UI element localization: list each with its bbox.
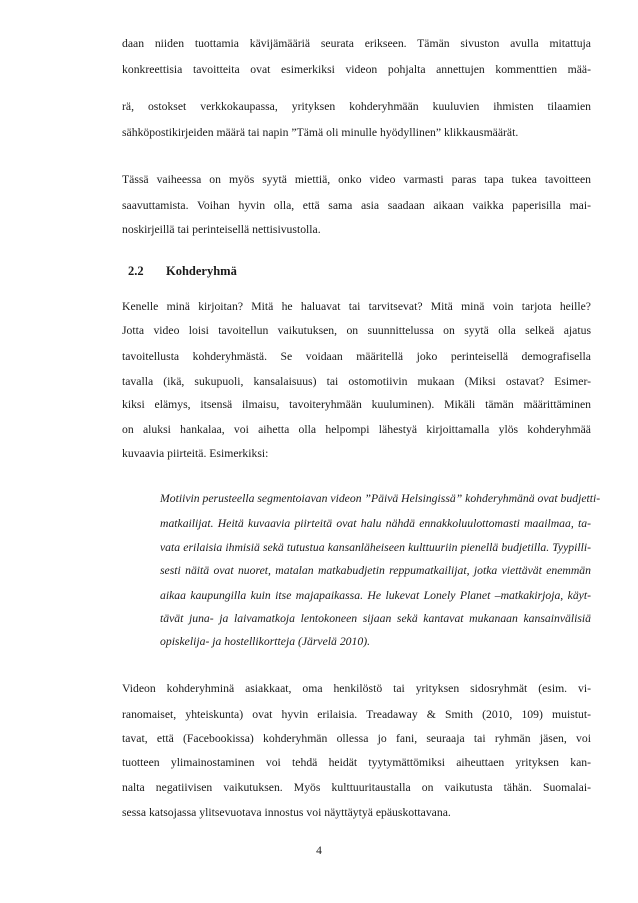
text-line: kuvaavia piirteitä. Esimerkiksi: [122, 447, 269, 460]
text-line: konkreettisia tavoitteita ovat esimerkiksi videon pohjalta annettujen kommenttien mää- [122, 63, 591, 76]
text-line: tavat, että (Facebookissa) kohderyhmän ollessa jo fani, seuraaja tai ryhmän jäsen, voi [122, 732, 591, 745]
text-line: tuotteen ylimainostaminen voi tehdä heidät tyytymättömiksi aiheuttaen yrityksen kan- [122, 756, 591, 769]
text-line: tavoitellusta kohderyhmästä. Se voidaan määritellä joko perinteisellä demografisella [122, 350, 591, 363]
section-title: Kohderyhmä [166, 264, 237, 278]
quote-line: opiskelija- ja hostellikortteja (Järvelä 2010). [160, 635, 371, 648]
quote-line: Motiivin perusteella segmentoiavan videon ”Päivä Helsingissä” kohderyhmänä ovat budjetti- [160, 492, 601, 505]
quote-line: aikaa kaupungilla kuin itse majapaikassa. He lukevat Lonely Planet –matkakirjoja, käyt- [160, 589, 591, 602]
text-line: rä, ostokset verkkokaupassa, yrityksen kohderyhmään kuuluvien ihmisten tilaamien [122, 100, 591, 113]
text-line: Kenelle minä kirjoitan? Mitä he haluavat tai tarvitsevat? Mitä minä voin tarjota heille? [122, 300, 591, 313]
text-line: Tässä vaiheessa on myös syytä miettiä, onko video varmasti paras tapa tukea tavoitteen [122, 173, 591, 186]
text-line: sessa katsojassa ylitsevuotava innostus voi näyttäytyä epäuskottavana. [122, 806, 451, 819]
text-line: Videon kohderyhminä asiakkaat, oma henkilöstö tai yrityksen sidosryhmät (esim. vi- [122, 682, 591, 695]
text-line: nalta negatiivisen vaikutuksen. Myös kulttuuritaustalla on vaikutusta tähän. Suomalai- [122, 781, 591, 794]
text-line: on aluksi hankalaa, voi aihetta olla helpompi lähestyä kirjoittamalla ylös kohderyhmää [122, 423, 591, 436]
text-line: kiksi elämys, itsensä ilmaisu, tavoiteryhmään kuuluminen). Mikäli tämän määrittäminen [122, 398, 591, 411]
text-line: tavalla (ikä, sukupuoli, kansalaisuus) tai ostomotiivin mukaan (Miksi ostavat? Esimer- [122, 375, 591, 388]
quote-line: vata erilaisia ihmisiä sekä tutustua kansanläheiseen kulttuuriin pienellä budjetilla. Tyypilli- [160, 541, 591, 554]
quote-line: matkailijat. Heitä kuvaavia piirteitä ovat halu nähdä ennakkoluulottomasti maailmaa, ta- [160, 517, 591, 530]
text-line: sähköpostikirjeiden määrä tai napin ”Tämä oli minulle hyödyllinen” klikkausmäärät. [122, 126, 519, 139]
quote-line: sesti näitä ovat nuoret, matalan matkabudjetin reppumatkailijat, jotka viettävät enemmän [160, 564, 591, 577]
text-line: saavuttamista. Voihan hyvin olla, että sama asia saadaan aikaan vaikka paperisilla mai- [122, 199, 591, 212]
page-number: 4 [316, 845, 322, 857]
section-number: 2.2 [128, 264, 144, 278]
text-line: ranomaiset, yhteiskunta) ovat hyvin erilaisia. Treadaway & Smith (2010, 109) muistut- [122, 708, 591, 721]
text-line: daan niiden tuottamia kävijämääriä seurata erikseen. Tämän sivuston avulla mitattuja [122, 37, 591, 50]
text-line: noskirjeillä tai perinteisellä nettisivustolla. [122, 223, 321, 236]
text-line: Jotta video loisi tavoitellun vaikutuksen, on suunnittelussa on syytä olla selkeä ajatus [122, 324, 591, 337]
section-heading [128, 262, 237, 280]
quote-line: tävät juna- ja laivamatkoja lentokoneen sijaan sekä kantavat mukanaan kansainvälisiä [160, 612, 591, 625]
